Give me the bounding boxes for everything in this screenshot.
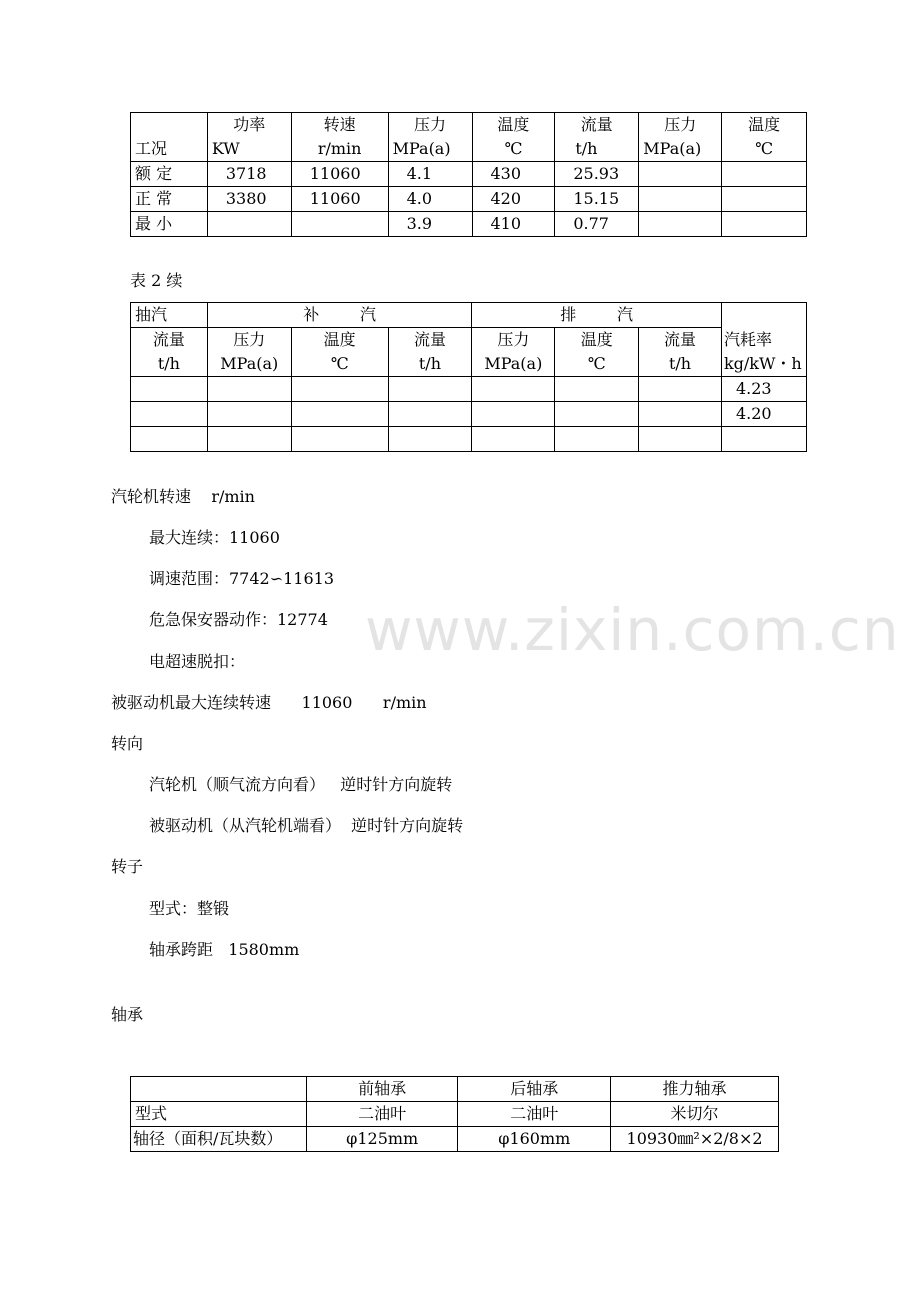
header-bottom: ℃ xyxy=(587,354,606,373)
header-cell xyxy=(291,328,388,377)
table-cell xyxy=(291,402,388,427)
header-top: 温度 xyxy=(580,330,613,349)
header-cell xyxy=(388,113,472,162)
table-cell: 二油叶 xyxy=(458,1102,611,1127)
bearing-heading: 轴承 xyxy=(111,1005,144,1024)
table-cell: 最 小 xyxy=(131,212,208,237)
speed-title: 汽轮机转速 r/min xyxy=(111,487,255,506)
bearing-span: 轴承跨距 1580mm xyxy=(149,940,300,959)
table-cell xyxy=(555,377,639,402)
header-cell xyxy=(291,113,388,162)
table-row xyxy=(131,1102,779,1127)
header-top: 流量 xyxy=(664,330,697,349)
rotor-type: 型式：整锻 xyxy=(149,899,230,918)
header-cell: 前轴承 xyxy=(306,1077,458,1102)
bearing-table xyxy=(130,1076,779,1152)
header-bottom: t/h xyxy=(575,139,598,158)
table-cell: 轴径（面积/瓦块数） xyxy=(131,1127,307,1152)
header-cell xyxy=(131,328,208,377)
header-cell xyxy=(555,113,639,162)
header-cell xyxy=(721,303,806,377)
table-cell: 11060 xyxy=(291,162,388,187)
table-cell xyxy=(721,427,806,452)
table-row xyxy=(131,427,807,452)
table-cell: 正 常 xyxy=(131,187,208,212)
header-bottom: t/h xyxy=(418,354,441,373)
header-bottom: ℃ xyxy=(755,139,774,158)
table-cell xyxy=(388,402,472,427)
header-cell: 工况 xyxy=(131,113,208,162)
table-cell xyxy=(207,427,291,452)
table-cell xyxy=(291,427,388,452)
table-header-row xyxy=(131,328,807,377)
max-continuous-speed: 最大连续：11060 xyxy=(149,528,280,547)
table-cell xyxy=(639,402,722,427)
table-cell: 3.9 xyxy=(388,212,472,237)
header-top: 温度 xyxy=(323,330,356,349)
header-top: 流量 xyxy=(413,330,446,349)
header-top: 压力 xyxy=(497,330,530,349)
turbine-rotation: 汽轮机（顺气流方向看） 逆时针方向旋转 xyxy=(149,775,453,794)
table-cell: 430 xyxy=(472,162,555,187)
table-cell xyxy=(639,187,722,212)
table-cell: 额 定 xyxy=(131,162,208,187)
header-cell xyxy=(388,328,472,377)
table-cell xyxy=(722,212,807,237)
table-row xyxy=(131,212,807,237)
table-cell: φ160mm xyxy=(458,1127,611,1152)
table-cell: 0.77 xyxy=(555,212,639,237)
header-cell xyxy=(131,1077,307,1102)
table-row xyxy=(131,1127,779,1152)
table-cell xyxy=(639,162,722,187)
table-cell xyxy=(639,377,722,402)
header-top: 温度 xyxy=(497,115,530,134)
table-cell: 米切尔 xyxy=(611,1102,779,1127)
table-cell: 4.0 xyxy=(388,187,472,212)
rotor-heading: 转子 xyxy=(111,857,144,876)
header-top: 功率 xyxy=(233,115,266,134)
table-cell xyxy=(291,377,388,402)
header-bottom: MPa(a) xyxy=(484,354,543,373)
header-cell xyxy=(639,328,722,377)
group-cell: 补 汽 xyxy=(207,303,472,328)
driven-rotation: 被驱动机（从汽轮机端看） 逆时针方向旋转 xyxy=(149,816,464,835)
header-bottom: MPa(a) xyxy=(643,139,702,158)
table-cell xyxy=(131,427,208,452)
table-cell xyxy=(555,402,639,427)
table-cell xyxy=(207,212,291,237)
table-cell xyxy=(207,377,291,402)
table-cell xyxy=(472,427,555,452)
header-cell xyxy=(555,328,639,377)
header-top: 压力 xyxy=(664,115,697,134)
table-cell: 10930㎜²×2/8×2 xyxy=(611,1127,779,1152)
driven-max-speed: 被驱动机最大连续转速 11060 r/min xyxy=(111,693,427,712)
table-cell xyxy=(722,187,807,212)
table-cell: 410 xyxy=(472,212,555,237)
header-bottom: kg/kW・h xyxy=(723,354,802,373)
table-cell xyxy=(639,427,722,452)
table-header-row xyxy=(131,113,807,162)
table-cell xyxy=(207,402,291,427)
table-group-row xyxy=(131,303,807,328)
table-cell: 15.15 xyxy=(555,187,639,212)
header-bottom: ℃ xyxy=(504,139,523,158)
table-cell xyxy=(639,212,722,237)
table-row xyxy=(131,377,807,402)
table-row xyxy=(131,187,807,212)
header-top: 转速 xyxy=(323,115,356,134)
header-bottom: r/min xyxy=(317,139,362,158)
table-row xyxy=(131,402,807,427)
group-cell: 排 汽 xyxy=(472,303,722,328)
governing-range: 调速范围：7742∽11613 xyxy=(149,569,335,588)
table-cell: 二油叶 xyxy=(306,1102,458,1127)
header-top: 压力 xyxy=(414,115,447,134)
header-top: 流量 xyxy=(580,115,613,134)
header-cell: 推力轴承 xyxy=(611,1077,779,1102)
header-cell xyxy=(207,113,291,162)
table-row xyxy=(131,162,807,187)
table-cell xyxy=(472,377,555,402)
table-cell: 4.1 xyxy=(388,162,472,187)
header-top: 温度 xyxy=(748,115,781,134)
header-cell: 后轴承 xyxy=(458,1077,611,1102)
header-cell xyxy=(722,113,807,162)
header-bottom: MPa(a) xyxy=(392,139,451,158)
overspeed-trip: 危急保安器动作：12774 xyxy=(149,610,328,629)
table-cell xyxy=(131,377,208,402)
table-cell: 11060 xyxy=(291,187,388,212)
header-bottom: t/h xyxy=(668,354,692,373)
header-cell xyxy=(639,113,722,162)
table-cell: 4.20 xyxy=(721,402,806,427)
group-cell: 抽汽 xyxy=(131,303,208,328)
header-top: 汽耗率 xyxy=(723,330,772,349)
table-cell xyxy=(291,212,388,237)
table-cell: 4.23 xyxy=(721,377,806,402)
header-bottom: MPa(a) xyxy=(220,354,279,373)
table-cell: 3380 xyxy=(207,187,291,212)
watermark: www.zixin.com.cn xyxy=(365,596,900,664)
table-cell: φ125mm xyxy=(306,1127,458,1152)
table-cell xyxy=(722,162,807,187)
header-bottom: KW xyxy=(211,139,240,158)
header-bottom: ℃ xyxy=(330,354,349,373)
rotation-heading: 转向 xyxy=(111,734,144,753)
table-cell xyxy=(131,402,208,427)
table-header-row xyxy=(131,1077,779,1102)
table-cell xyxy=(388,377,472,402)
header-top: 压力 xyxy=(233,330,266,349)
table-cell: 3718 xyxy=(207,162,291,187)
header-bottom: t/h xyxy=(157,354,180,373)
table-cell: 型式 xyxy=(131,1102,307,1127)
table-cell: 420 xyxy=(472,187,555,212)
table-cell xyxy=(472,402,555,427)
header-cell xyxy=(472,113,555,162)
table-cell: 25.93 xyxy=(555,162,639,187)
table-cell xyxy=(388,427,472,452)
header-cell xyxy=(472,328,555,377)
extraction-exhaust-table xyxy=(130,302,807,452)
operating-conditions-table xyxy=(130,112,807,237)
header-top: 流量 xyxy=(152,330,185,349)
table-cell xyxy=(555,427,639,452)
table2-caption: 表 2 续 xyxy=(130,271,183,290)
header-cell xyxy=(207,328,291,377)
electric-overspeed-trip: 电超速脱扣： xyxy=(149,652,246,671)
